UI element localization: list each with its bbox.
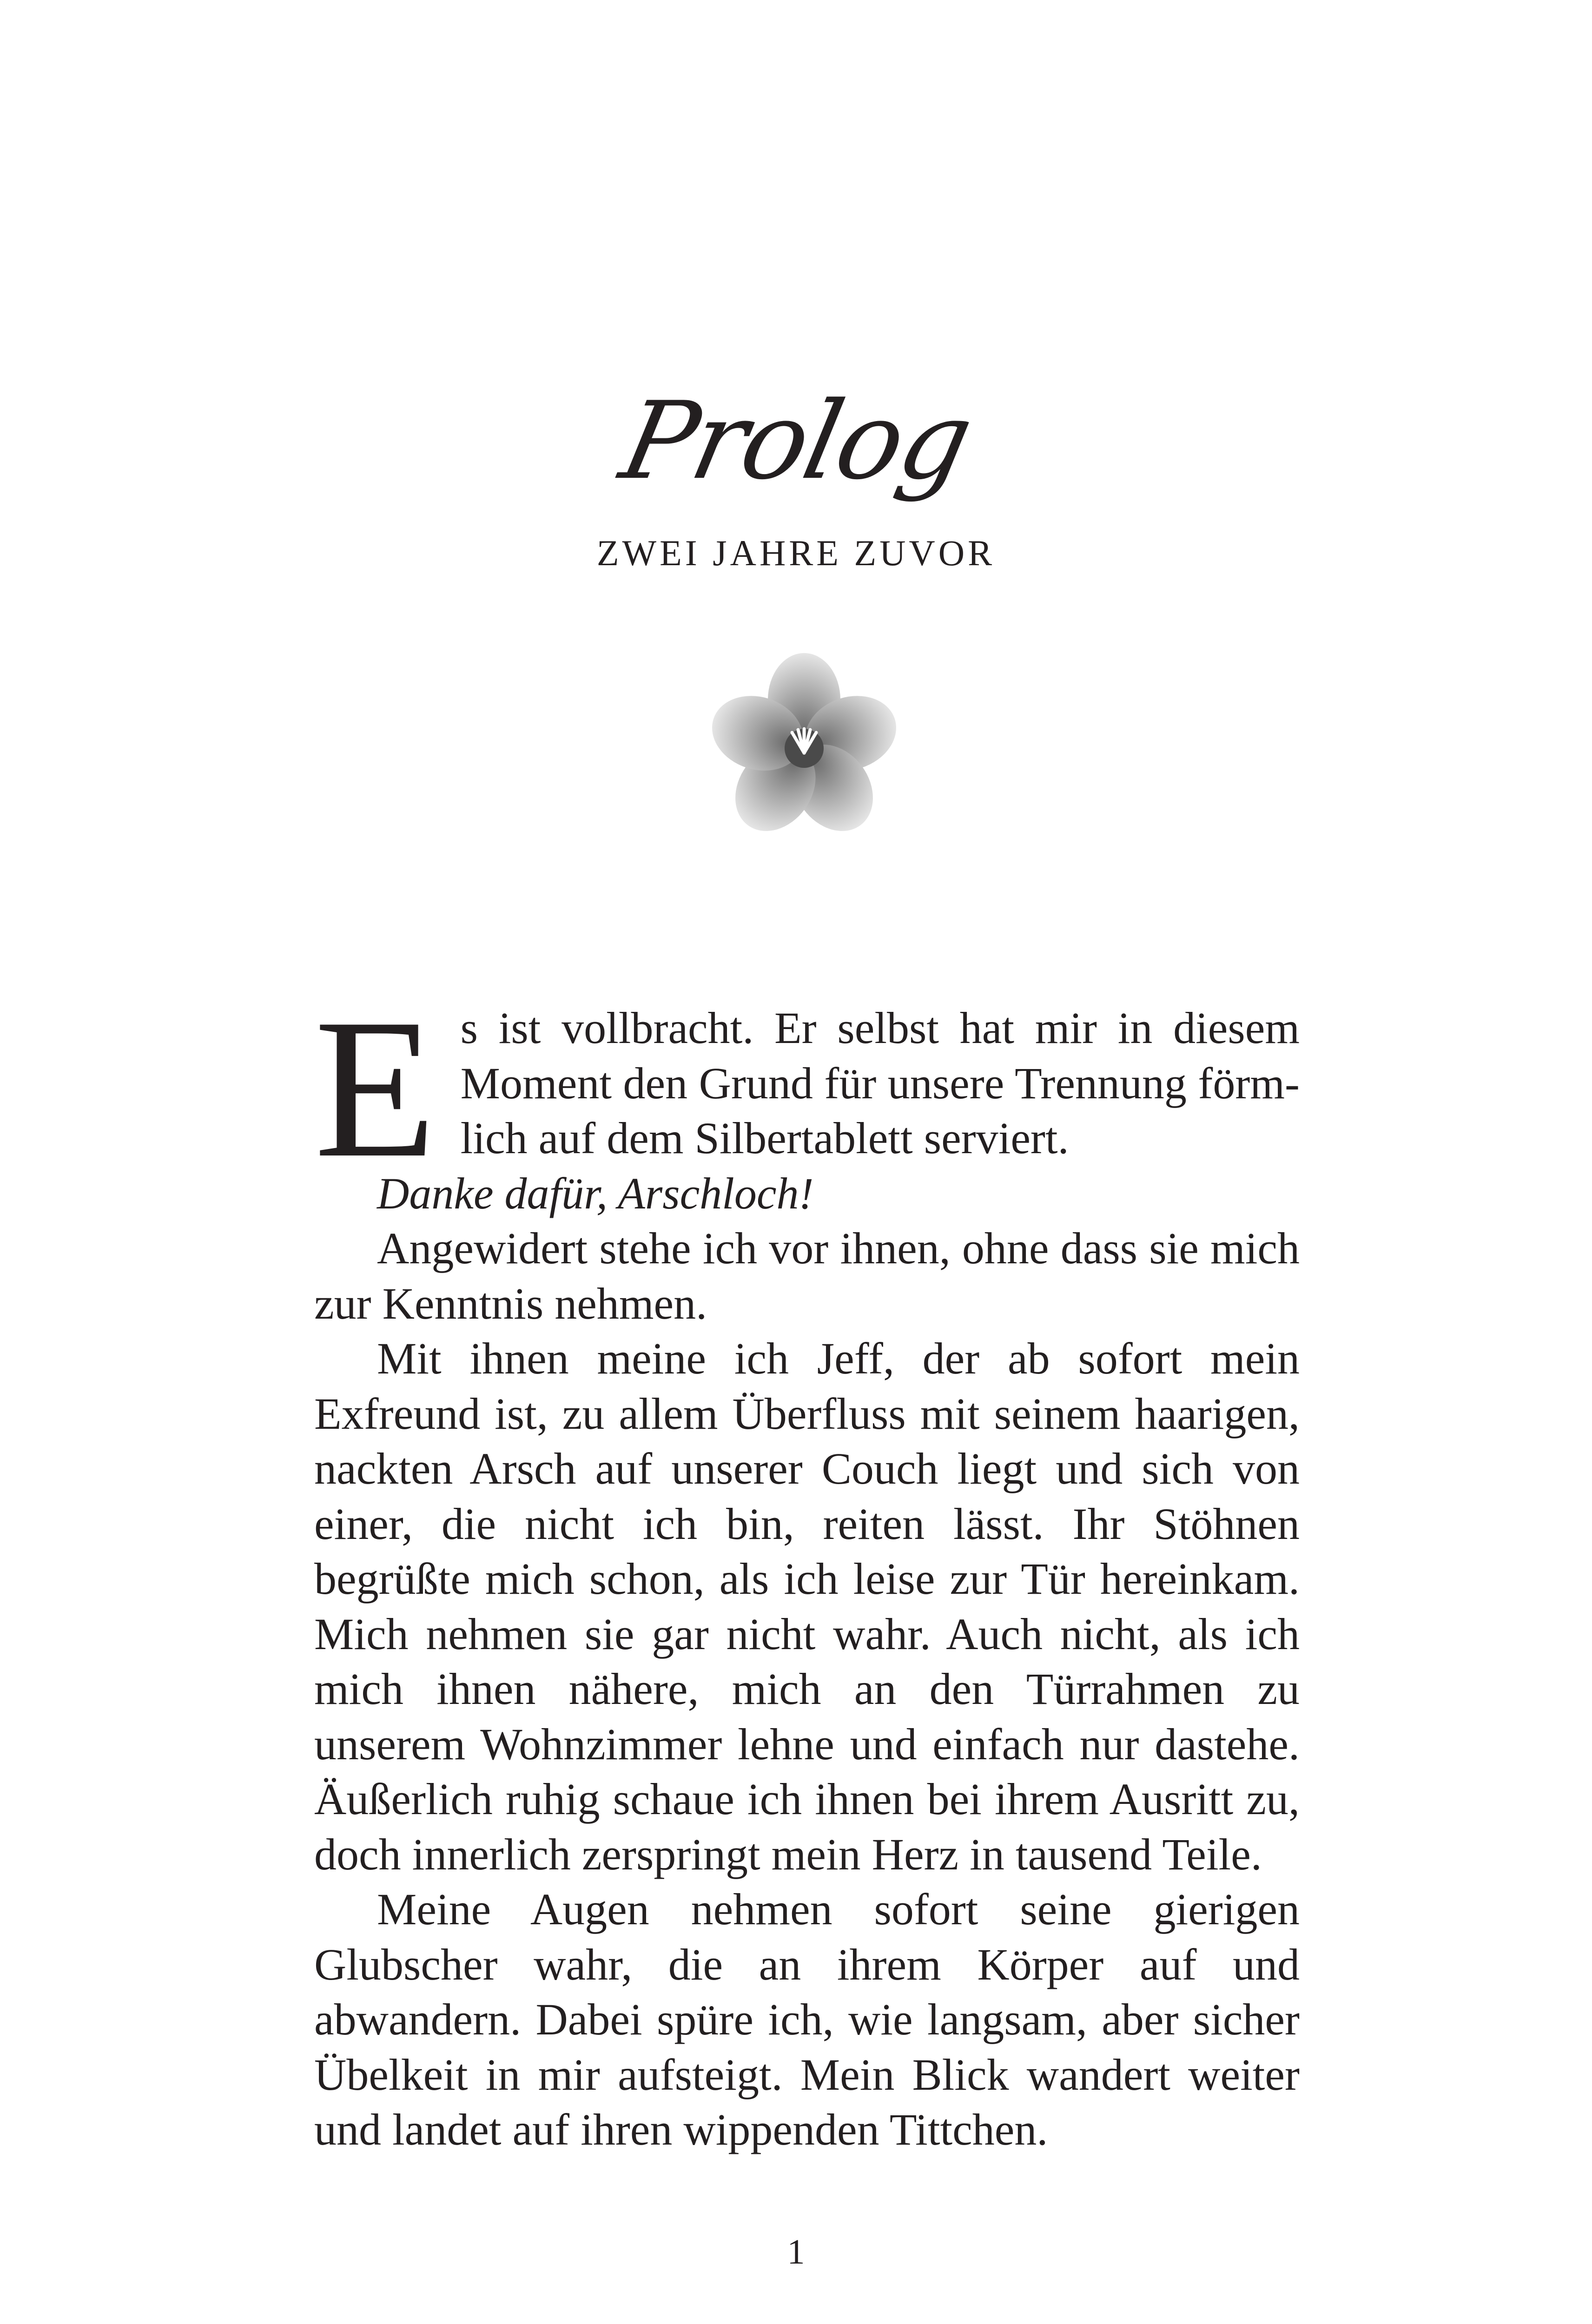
paragraph: Angewidert stehe ich vor ihnen, ohne dass sie mich zur Kenntnis nehmen. bbox=[314, 1223, 1300, 1328]
italic-thought: Danke dafür, Arschloch! bbox=[377, 1168, 814, 1218]
drop-cap: E bbox=[314, 978, 436, 1199]
chapter-title: Prolog bbox=[611, 379, 981, 503]
page-number: 1 bbox=[787, 2232, 805, 2271]
paragraph: Mit ihnen meine ich Jeff, der ab sofort mein Exfreund ist, zu allem Überfluss mit seinem haarigen, nackten Arsch auf unserer Couch liegt und sich von einer, die nicht ich bin, reiten lässt. Ihr Stöhnen begrüßte mich schon, als ich leise zur Tür hereinkam. Mich nehmen sie gar nicht wahr. Auch nicht, als ich mich ihnen nähere, mich an den Türrahmen zu unserem Wohnzimmer lehne und einfach nur dastehe. Äußerlich ruhig schaue ich ihnen bei ihrem Ausritt zu, doch innerlich zerspringt mein Herz in tausend Teile. bbox=[314, 1334, 1300, 1879]
flower-icon bbox=[707, 651, 902, 846]
paragraph: Meine Augen nehmen sofort seine gierigen Glubscher wahr, die an ihrem Körper auf und abwandern. Dabei spüre ich, wie langsam, aber sicher Übelkeit in mir aufsteigt. Mein Blick wandert weiter und landet auf ihren wippenden Tittchen. bbox=[314, 1884, 1300, 2154]
chapter-subtitle: ZWEI JAHRE ZUVOR bbox=[596, 533, 996, 573]
first-paragraph-text: s ist vollbracht. Er selbst hat mir in diesem Moment den Grund für unsere Trennung förmlich auf dem Silbertablett serviert. bbox=[460, 1003, 1300, 1163]
body-text bbox=[314, 978, 1300, 2158]
